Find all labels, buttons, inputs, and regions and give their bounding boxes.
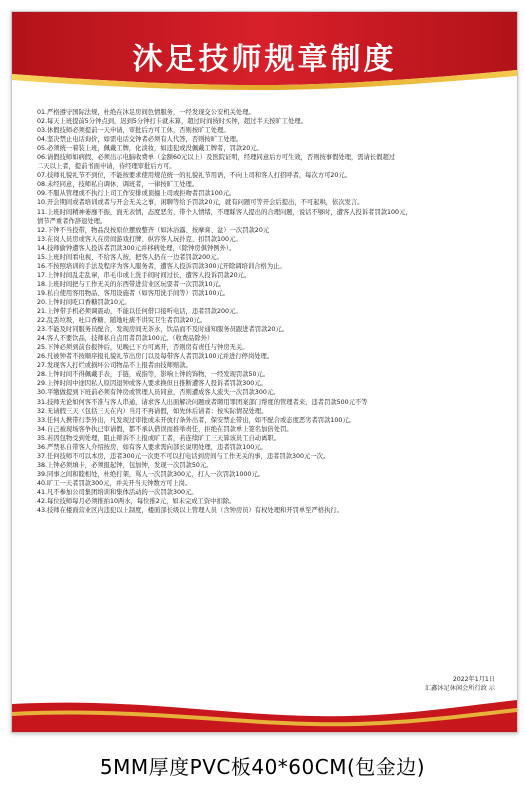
rule-item: 34.自己被现场客争执已审请假，都不承认借误而推举责任，拒绝在罚款单上签名加倍处罚。 [37,425,293,433]
rule-item: 05.必须统一着装上班，佩戴工牌，化淡妆，如违犯或没佩戴工牌者，罚款20元。 [37,145,263,153]
rule-item: 42.每位技师每月必须推拍10两水，每位推2元，如未完成工资中扣除。 [37,498,236,506]
issuer-line: 汇鑫沐足休闲会所行政 示 [424,685,495,692]
issue-date: 2022年1月1日 [452,676,495,683]
rule-item: 37.任何技师不可以本房，违者300元一次更不可以打电话到房间与工作无关的事，违者罚款300元一次。 [37,452,330,460]
rule-item: 03.休假技师必须提前一天申请，审批后方可工休，否则按旷工处理。 [37,127,230,135]
rule-item: 07.技师礼貌礼节不到位，不能按要求使用规范统一的礼貌礼节用语，不向上司和客人打招呼者，每次方可20元。 [37,172,351,180]
rule-item: 28.上钟时间不得佩戴手表，手链，戒指等，影响上钟的饰物，一经发现罚款50元。 [37,371,270,379]
rule-item: 02.每天上班提前5分钟点到，迟到5分钟打卡就未算，超过时间按时买钟，超过半天按旷工处理。 [37,118,307,126]
rule-item: 22.乱丢垃圾，吐口香糖、随地吐痰不讲究卫生者罚款20元。 [37,317,207,325]
rule-item: 29.上钟时间中途因私人原因退钟或客人要求换但日推断遭客人投诉者罚款300元。 [37,380,267,388]
rule-item: 01.严格遵守国际法规，杜绝在沐足房间色情服务，一经发现交公安机关处理。 [37,109,255,116]
rule-item: 12.下钟不当投带，物品没按原位摆放整齐（如沐浴露、按摩膏、盆）一次罚款20元 [37,226,270,234]
rule-item: 32.无请假三天（包括三天在内）当月不再请假，如先休后请者：按实际情况处理。 [37,407,268,415]
rule-item: 18.上班时间把与工作无关的东西带进营业区玩耍者一次罚款10元。 [37,280,226,288]
rule-item: 16.不按照培训的手法及程序为客人服务者，遭客人投诉罚款300元开除调培训合格为止。 [37,262,286,270]
rule-item: 43.技师在楼面营业区内违犯以上制度，楼面部长级以上管理人员（含钟房员）有权处理和开罚单至严格执行。 [37,507,343,515]
rule-item: 24.客人不要饮品，技师私自点用者罚款100元。（收费品除外） [37,335,214,343]
footer-wave-graphic [12,696,517,732]
rule-item: 15.上班时间看电视、不给客人按，把客人扔在一边者罚款200元。 [37,253,223,261]
signboard [11,11,518,733]
rule-item: 19.私自使用客用物品、客用设施者（如客用洗手间等）罚款100元。 [37,289,230,297]
rule-item: 11.上班时间精神萎靡不振，面无表情，态度恶劣，带个人情绪，不理睬客人提出的合理问题，说话不够时，遭客人投诉者罚款100元， 情节严重者作辞退处理。 [37,208,412,225]
rule-item: 36.严禁私自带客人介绍按房，如有客人要求需向部长说明处理，违者罚款100元。 [37,443,267,451]
rule-item: 25.下钟必须到前台报钟后，见晚已下方可离开，否则房有责任与钟房无关。 [37,344,249,352]
rule-item: 41.凡不参加公司集团培训和集体活动的一次罚款300元。 [37,488,198,496]
rule-item: 26.凡被钟者不按顺序报礼貌礼节出房门以及每带客人者罚款100元并进行停岗处理。 [37,353,274,361]
rule-item: 04.坚决禁止电话询价，如需电话交钟者必须有人代答，否则按旷工处理。 [37,136,243,144]
rule-item: 40.旷工一天者罚款300元，并关开当天钟数方可上岗。 [37,479,192,487]
rule-item: 21.上钟带手机必须调震动，不能以任何借口接听电话，违者罚款200元。 [37,308,242,316]
rule-item: 35.若因包物受到处理，阻止辩诉不上报或旷工者，若连续旷工三天算该员工自动离职。 [37,434,280,442]
rule-item: 14.技师偷钟遭客人投诉者罚款300元并移病处理，（除钟房俱钟例外）。 [37,244,236,252]
rules-list [37,108,497,515]
rule-item: 09.不服从管理或不执行上司工作安排或顶撞上司或拒吻者罚款100元。 [37,190,236,198]
rule-item: 33.任何人携带行李外出，凡发现过审批或未开放行条外出者，保安禁止带出，如不配合或态度恶劣者罚款100元。 [37,416,355,424]
rule-item: 31.技师无论如何客不准与客人串通，请求客人出面解决问题或者聘用罪团案部门帮度的管理者来，违者罚款500元不等 [37,398,368,406]
rule-item: 10.开会期间或者培训或者与开会无关之事，闲聊等给予罚款20元，就有问题可等开会后提出，不可起哄，依次发言。 [37,199,364,207]
product-caption: 5MM厚度PVC板40*60CM(包金边) [99,755,426,779]
rule-item: 17.上钟时间乱走乱窜，串毛巾或上洗手间时间过长，遭客人投诉罚款20元。 [37,271,251,279]
board-title: 沐足技师规章制度 [132,42,397,77]
rule-item: 08.未经同意，技师私自调休、调班者，一律按旷工处理。 [37,181,199,189]
rule-item: 39.同事之间和睦相处，杜绝打架，骂人一次罚款300元，打人一次罚款1000元。 [37,470,264,478]
rule-item: 23.不能及时同服务员配合，发现房间无茶水，饮品而不及时通知服务员跟进者罚款20元。 [37,326,289,334]
rule-item: 20.上钟时间吃口香糖罚款10元。 [37,298,131,306]
rule-item: 30.平缴做提到下班前必须有钟房或管理人员同意，否则遭成客人流失一次罚款300元。 [37,389,280,397]
rule-item: 13.在岗人员房或客人在房间游戏打牌、纵容客人玩扑克、扣罚款100元。 [37,235,242,243]
rule-item: 38.上钟必须填卡，必须报起钟，包加钟，发现一次罚款50元。 [37,461,213,469]
header-banner [12,12,517,90]
rule-item: 27.发现客人打烂或损坏公司物品不上报者由技师赔款。 [37,362,192,370]
signature-block [425,675,495,693]
rule-item: 06.请假技师如病假，必须出示电脑收费单（金额60元以上）及医院证明，经理同意后方可生效，否则按事假处理，需请长假超过 二天以上者，提前书面申请，待经理审批后方可。 [37,154,396,171]
